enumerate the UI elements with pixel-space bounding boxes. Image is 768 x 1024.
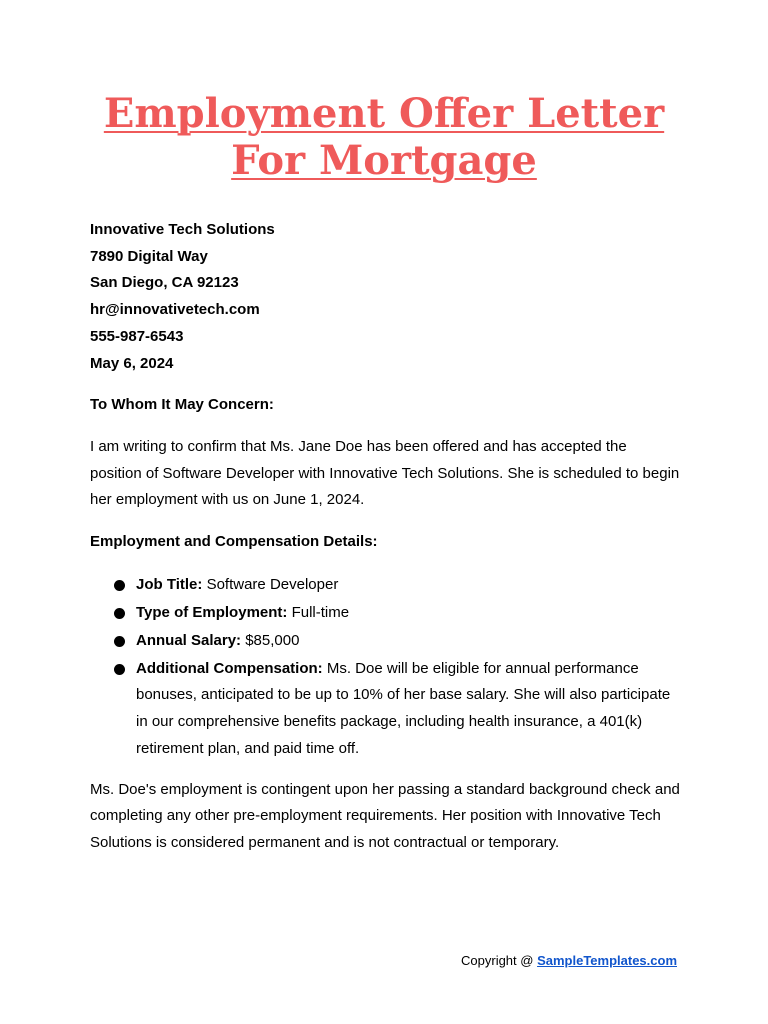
- title-line-2: For Mortgage: [231, 137, 537, 184]
- detail-label: Additional Compensation:: [136, 659, 323, 677]
- detail-label: Annual Salary:: [136, 631, 242, 649]
- detail-value: Software Developer: [206, 575, 339, 593]
- detail-value: $85,000: [245, 631, 300, 649]
- details-heading: Employment and Compensation Details:: [90, 533, 378, 551]
- bullet-icon: [114, 664, 125, 675]
- letter-date: May 6, 2024: [90, 354, 174, 372]
- detail-value: Ms. Doe will be eligible for annual performance bonuses, anticipated to be up to 10% of her base salary. She will also participate in our comprehensive benefits package, including health insurance, a 401(k) retirement plan, and paid time off.: [136, 659, 671, 757]
- document-title: [60, 90, 708, 184]
- sender-email: hr@innovativetech.com: [90, 301, 260, 319]
- letter-body: [90, 217, 680, 857]
- closing-paragraph: Ms. Doe's employment is contingent upon her passing a standard background check and completing any other pre-employment requirements. Her position with Innovative Tech Solutions is considered permanent and is not contractual or temporary.: [90, 780, 680, 851]
- sender-city: San Diego, CA 92123: [90, 274, 239, 292]
- sender-phone: 555-987-6543: [90, 327, 184, 345]
- sampletemplates-link[interactable]: SampleTemplates.com: [537, 953, 677, 968]
- list-item: [90, 600, 680, 627]
- salutation: To Whom It May Concern:: [90, 396, 274, 414]
- bullet-icon: [114, 636, 125, 647]
- list-item: [90, 572, 680, 599]
- sender-block: [90, 217, 680, 377]
- copyright-prefix: Copyright @: [461, 953, 538, 968]
- details-list: [90, 572, 680, 763]
- detail-value: Full-time: [291, 603, 350, 621]
- sender-street: 7890 Digital Way: [90, 247, 208, 265]
- sender-company: Innovative Tech Solutions: [90, 221, 275, 238]
- list-item: [90, 656, 680, 763]
- bullet-icon: [114, 580, 125, 591]
- copyright-footer: [461, 952, 677, 970]
- detail-label: Job Title:: [136, 575, 203, 593]
- title-line-1: Employment Offer Letter: [103, 90, 665, 137]
- list-item: [90, 628, 680, 655]
- intro-paragraph: I am writing to confirm that Ms. Jane Doe has been offered and has accepted the position of Software Developer with Innovative Tech Solutions. She is scheduled to begin her employment with us on June 1, 2024.: [90, 437, 680, 509]
- detail-label: Type of Employment:: [136, 603, 288, 621]
- bullet-icon: [114, 608, 125, 619]
